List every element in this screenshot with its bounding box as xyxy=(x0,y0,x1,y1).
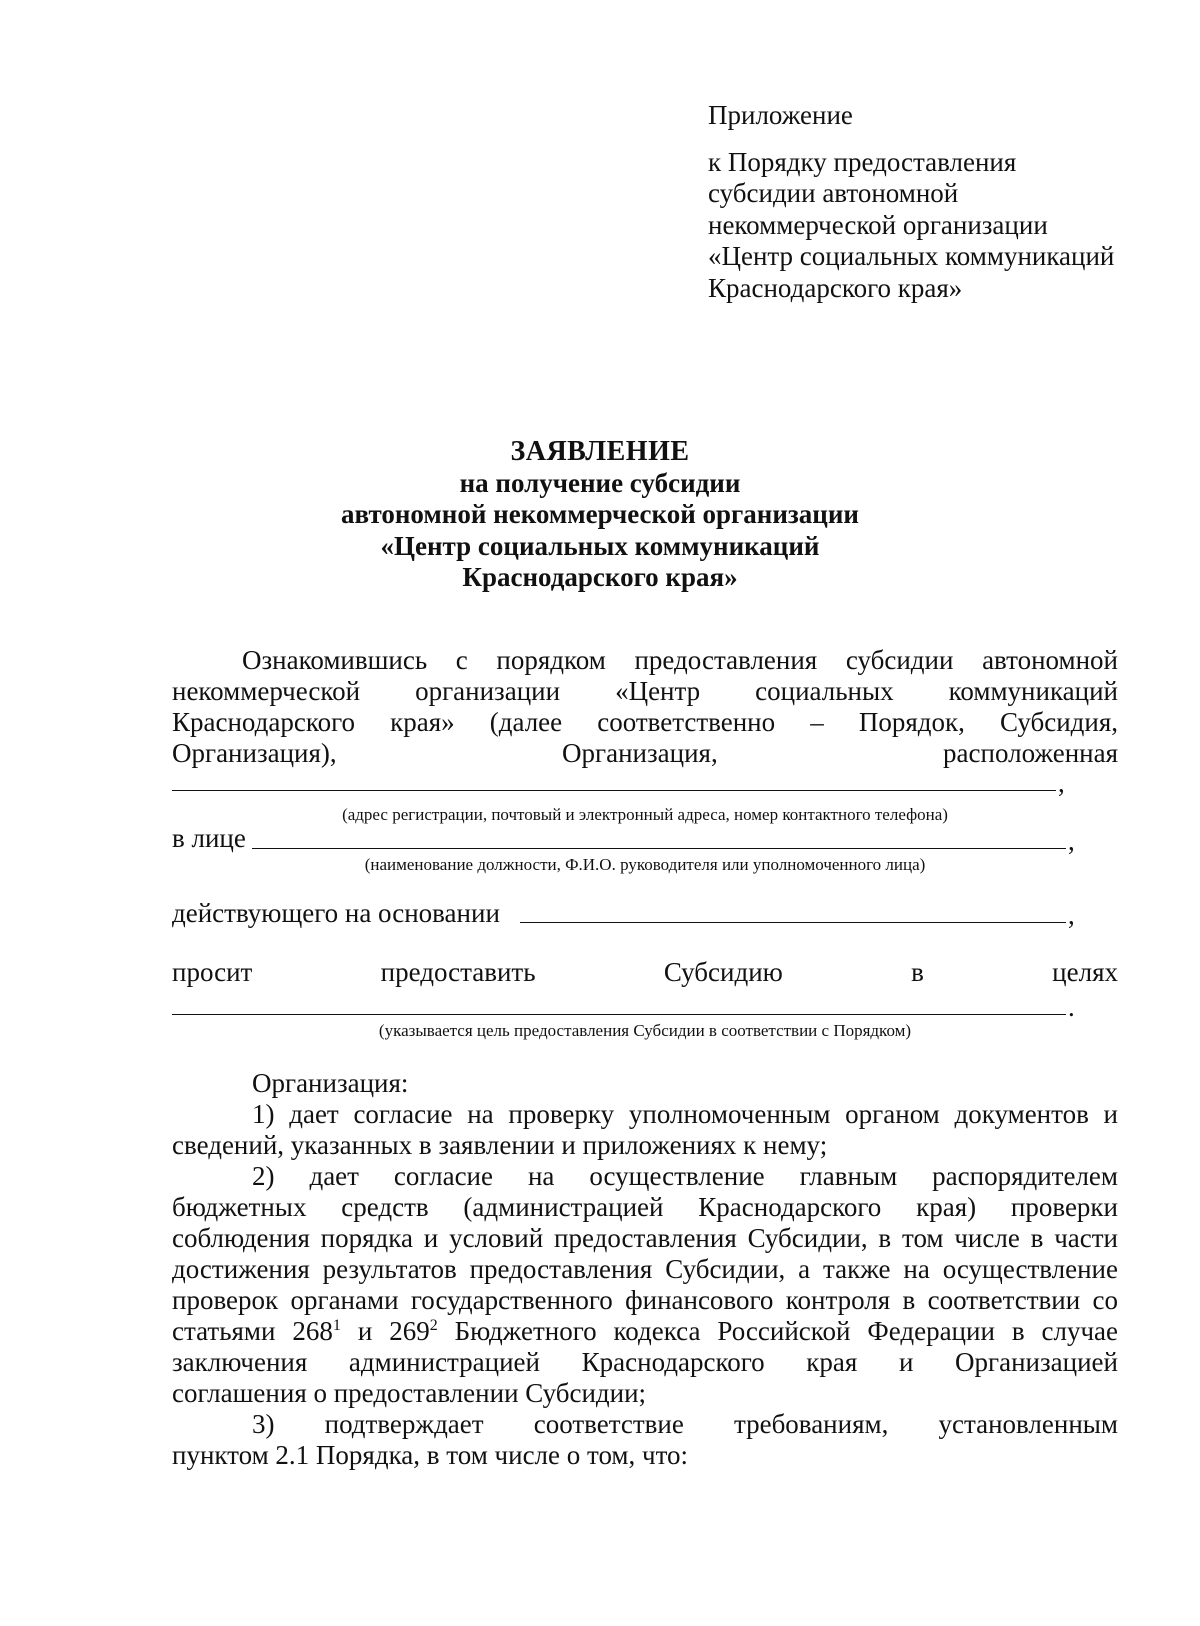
basis-comma: , xyxy=(1068,900,1075,930)
basis-label: действующего на основании xyxy=(172,898,500,928)
item-1-line: 1) дает согласие на проверку уполномоченным органом документов и xyxy=(252,1099,1118,1129)
purpose-field[interactable] xyxy=(172,1014,1066,1015)
address-field[interactable] xyxy=(172,790,1056,791)
heading-line: «Центр социальных коммуникаций xyxy=(380,530,820,561)
request-word: просит xyxy=(172,957,253,987)
item-2-line: соблюдения порядка и условий предоставления Субсидии, в том числе в части xyxy=(172,1223,1118,1253)
intro-line: некоммерческой организации «Центр социальных коммуникаций xyxy=(172,676,1118,706)
appendix-block xyxy=(708,100,1178,304)
organization-section xyxy=(172,1068,1118,1471)
item-1-line: сведений, указанных в заявлении и приложениях к нему; xyxy=(172,1130,828,1160)
address-comma: , xyxy=(1058,768,1065,798)
appendix-line: «Центр социальных коммуникаций xyxy=(708,241,1115,271)
item-2-statute-ref xyxy=(172,1316,1118,1347)
appendix-line: к Порядку предоставления xyxy=(708,146,1017,177)
intro-line: Краснодарского края» (далее соответственно – Порядок, Субсидия, xyxy=(172,707,1118,737)
appendix-line: Краснодарского края» xyxy=(708,272,963,303)
heading-line: Краснодарского края» xyxy=(462,562,738,592)
request-line xyxy=(172,957,1118,988)
address-caption: (адрес регистрации, почтовый и электронный адреса, номер контактного телефона) xyxy=(342,805,948,824)
item-2-line: соглашения о предоставлении Субсидии; xyxy=(172,1378,647,1408)
person-caption: (наименование должности, Ф.И.О. руководителя или уполномоченного лица) xyxy=(364,855,926,874)
person-field[interactable] xyxy=(252,848,1066,849)
item-2-line: заключения администрацией Краснодарского края и Организацией xyxy=(172,1347,1118,1377)
statute-sup-2: 2 xyxy=(429,1317,438,1334)
appendix-title: Приложение xyxy=(708,100,853,130)
item-3-line: 3) подтверждает соответствие требованиям, установленным xyxy=(252,1409,1118,1439)
document-title: ЗАЯВЛЕНИЕ xyxy=(510,436,690,467)
organization-label: Организация: xyxy=(252,1068,409,1098)
item-2-line: бюджетных средств (администрацией Краснодарского края) проверки xyxy=(172,1192,1118,1222)
basis-field[interactable] xyxy=(520,922,1066,923)
item-2-line: 2) дает согласие на осуществление главным распорядителем xyxy=(252,1161,1118,1191)
request-word: Субсидию xyxy=(663,957,783,987)
statute-ref-pre: статьями 268 xyxy=(172,1316,333,1346)
intro-paragraph xyxy=(172,645,1118,769)
item-3-line: пунктом 2.1 Порядка, в том числе о том, что: xyxy=(172,1440,689,1470)
document-heading xyxy=(170,436,1030,594)
statute-ref-mid: и 269 xyxy=(340,1316,430,1346)
item-2-line: достижения результатов предоставления Субсидии, а также на осуществление xyxy=(172,1254,1118,1284)
request-word: предоставить xyxy=(380,957,536,987)
purpose-period: . xyxy=(1068,992,1075,1022)
statute-ref-post: Бюджетного кодекса Российской Федерации в случае xyxy=(437,1316,1119,1346)
request-word: в xyxy=(911,957,924,987)
appendix-line: некоммерческой организации xyxy=(708,209,1048,240)
intro-line: Ознакомившись с порядком предоставления субсидии автономной xyxy=(242,645,1118,675)
item-2-line: проверок органами государственного финансового контроля в соответствии со xyxy=(172,1285,1118,1315)
statute-sup-1: 1 xyxy=(332,1317,341,1334)
person-comma: , xyxy=(1068,826,1075,856)
purpose-caption: (указывается цель предоставления Субсидии в соответствии с Порядком) xyxy=(378,1021,912,1040)
heading-line: на получение субсидии xyxy=(459,467,741,498)
request-word: целях xyxy=(1052,957,1118,987)
appendix-line: субсидии автономной xyxy=(708,178,959,208)
intro-line: Организация), Организация, расположенная xyxy=(172,738,1118,768)
heading-line: автономной некоммерческой организации xyxy=(341,499,859,529)
person-label: в лице xyxy=(172,823,246,853)
